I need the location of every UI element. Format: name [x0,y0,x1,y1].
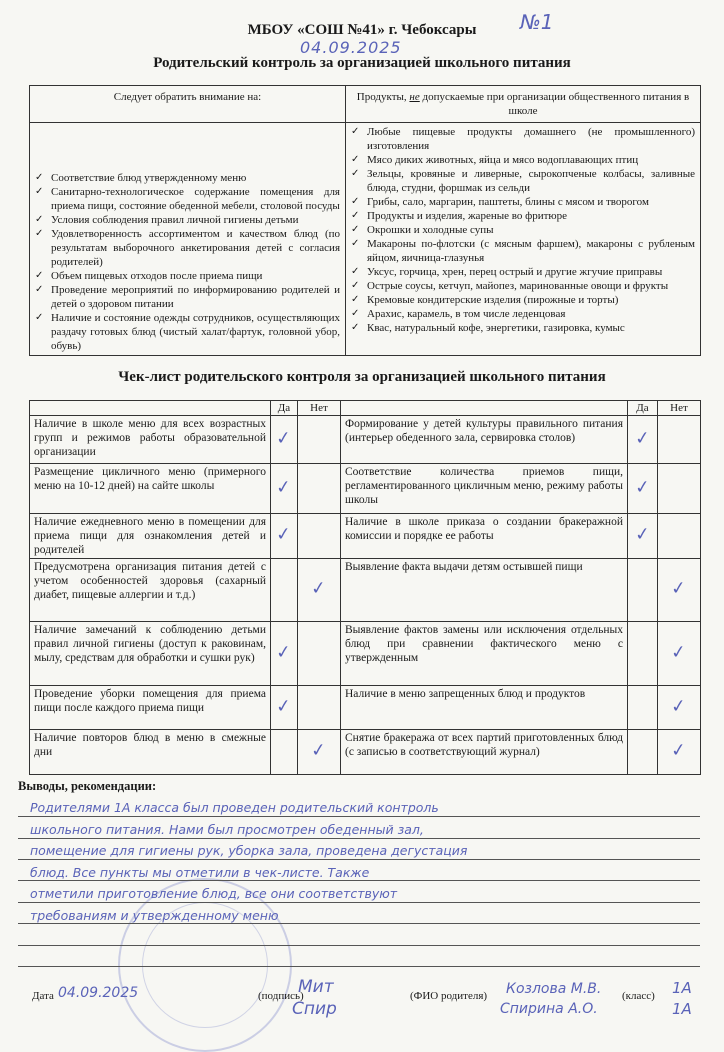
left-question-header [30,401,271,416]
checklist-question-cell: Выявление факта выдачи детям остывшей пищи [341,559,628,622]
no-mark-cell [658,416,701,464]
checklist-row [30,514,701,559]
checklist-title: Чек-лист родительского контроля за организацией школьного питания [118,369,606,385]
handwritten-conclusion-line: помещение для гигиены рук, уборка зала, проведена дегустация [30,843,468,858]
no-mark-cell [298,416,341,464]
checkmark-icon: ✓ [670,640,688,664]
yes-mark-cell [271,514,298,559]
yes-mark-cell [628,730,658,775]
yes-mark-cell [628,686,658,730]
checkmark-icon: ✓ [275,475,293,499]
attention-item: ✓ Наличие и состояние одежды сотрудников, осуществляющих раздачу готовых блюд (чистый халат/фартук, головной убор, обувь) [35,311,340,353]
no-mark-cell [658,730,701,775]
checklist-question-cell: Наличие повторов блюд в меню в смежные дни [30,730,271,775]
attention-item: ✓ Соответствие блюд утвержденному меню [35,171,340,185]
checklist-question-cell: Выявление фактов замены или исключения отдельных блюд при сравнении фактического меню с утвержденным [341,622,628,686]
yes-mark-cell [628,514,658,559]
date-label: Дата [32,990,54,1002]
no-mark-cell [658,464,701,514]
checklist-question-cell: Проведение уборки помещения для приема пищи после каждого приема пищи [30,686,271,730]
prohibited-item: ✓ Острые соусы, кетчуп, майопез, маринованные овощи и фрукты [351,279,695,293]
checklist-row [30,416,701,464]
checklist-question-cell: Предусмотрена организация питания детей с учетом особенностей здоровья (сахарный диабет, пищевые аллергии и т.д.) [30,559,271,622]
prohibited-list-cell [346,123,701,356]
ruled-line [18,923,700,924]
yes-mark-cell [271,464,298,514]
parent-name-1: Козлова М.В. [506,981,602,997]
checkmark-icon: ✓ [310,577,328,600]
parent-name-label: (ФИО родителя) [410,990,488,1002]
no-mark-cell [298,730,341,775]
attention-and-prohibited-table [29,85,701,356]
no-mark-cell [658,686,701,730]
attention-item: ✓ Условия соблюдения правил личной гигиены детьми [35,213,340,227]
checkmark-icon: ✓ [633,523,652,546]
prohibited-item: ✓ Грибы, сало, маргарин, паштеты, блины с мясом и творогом [351,195,695,209]
prohibited-item: ✓ Квас, натуральный кофе, энергетики, газировка, кумыс [351,321,695,335]
signature-1: Мит [298,977,334,997]
handwritten-conclusion-line: требованиям и утвержденному меню [30,907,279,923]
attention-item: ✓ Проведение мероприятий по информированию родителей и детей о здоровом питании [35,283,340,311]
prohibited-item: ✓ Зельцы, кровяные и ливерные, сырокопченые колбасы, заливные блюда, студни, форшмак из сельди [351,167,695,195]
signature-footer [0,977,724,1024]
checklist-row [30,686,701,730]
ruled-line [18,966,700,967]
checklist-question-cell: Наличие в меню запрещенных блюд и продуктов [341,686,628,730]
no-column-header: Нет [658,401,701,416]
checkmark-icon: ✓ [633,475,652,499]
parent-name-2: Спирина А.О. [500,1001,598,1017]
no-mark-cell [298,464,341,514]
checklist-row [30,464,701,514]
attention-item: ✓ Удовлетворенность ассортиментом и качеством блюд (по результатам выборочного анкетирования детей с согласия родителей) [35,227,340,269]
yes-mark-cell [271,686,298,730]
prohibited-item: ✓ Продукты и изделия, жареные во фритюре [351,209,695,223]
checklist-question-cell: Наличие в школе приказа о создании бракеражной комиссии и порядке ее работы [341,514,628,559]
prohibited-item: ✓ Любые пищевые продукты домашнего (не промышленного) изготовления [351,125,695,153]
document-title: Родительский контроль за организацией школьного питания [153,55,571,71]
no-mark-cell [298,686,341,730]
checklist-question-cell: Формирование у детей культуры правильного питания (интерьер обеденного зала, сервировка столов) [341,416,628,464]
checklist-question-cell: Наличие в школе меню для всех возрастных групп и режимов работы образовательной организации [30,416,271,464]
prohibited-item: ✓ Уксус, горчица, хрен, перец острый и другие жгучие приправы [351,265,695,279]
handwritten-conclusion-line: Родителями 1А класса был проведен родительский контроль [30,800,439,815]
attention-header: Следует обратить внимание на: [30,86,346,123]
footer-date-value: 04.09.2025 [58,985,139,1001]
yes-column-header: Да [628,401,658,416]
yes-mark-cell [628,464,658,514]
no-mark-cell [298,514,341,559]
yes-mark-cell [271,559,298,622]
attention-list-cell [30,123,346,356]
checkmark-icon: ✓ [275,640,293,664]
prohibited-item: ✓ Арахис, карамель, в том числе леденцовая [351,307,695,321]
prohibited-item: ✓ Кремовые кондитерские изделия (пирожные и торты) [351,293,695,307]
attention-item: ✓ Санитарно-технологическое содержание помещения для приема пищи, состояние обеденной мебели, столовой посуды [35,185,340,213]
checkmark-icon: ✓ [275,426,293,450]
ruled-line [18,880,700,881]
checklist-row [30,559,701,622]
ruled-line [18,838,700,839]
checklist-table [29,400,701,775]
yes-mark-cell [271,730,298,775]
checkmark-icon: ✓ [670,694,688,718]
checklist-question-cell: Размещение цикличного меню (примерного меню на 10-12 дней) на сайте школы [30,464,271,514]
checklist-row [30,622,701,686]
checkmark-icon: ✓ [633,426,652,450]
prohibited-item: ✓ Окрошки и холодные супы [351,223,695,237]
attention-list [35,171,340,353]
conclusions-label: Выводы, рекомендации: [18,779,157,793]
yes-mark-cell [628,622,658,686]
right-question-header [341,401,628,416]
prohibited-item: ✓ Мясо диких животных, яйца и мясо водоплавающих птиц [351,153,695,167]
handwritten-conclusion-line: блюд. Все пункты мы отметили в чек-листе. Также [30,864,370,880]
handwritten-conclusion-line: отметили приготовление блюд, все они соответствуют [30,886,398,901]
ruled-line [18,816,700,817]
no-mark-cell [298,622,341,686]
no-mark-cell [298,559,341,622]
checklist-question-cell: Наличие замечаний к соблюдению детьми правил личной гигиены (доступ к раковинам, мылу, средствам для обработки и сушки рук) [30,622,271,686]
yes-column-header: Да [271,401,298,416]
class-label: (класс) [622,990,655,1002]
no-mark-cell [658,514,701,559]
handwritten-class-number: №1 [520,10,554,34]
no-mark-cell [658,622,701,686]
checkmark-icon: ✓ [275,523,293,546]
ruled-line [18,945,700,946]
class-value-2: 1А [672,1000,692,1018]
checklist-question-cell: Снятие бракеража от всех партий приготовленных блюд (с записью в соответствующий журнал) [341,730,628,775]
prohibited-item: ✓ Макароны по-флотски (с мясным фаршем), макароны с рубленым яйцом, яичница-глазунья [351,237,695,265]
signature-2: Спир [292,999,337,1019]
prohibited-list [351,125,695,335]
checklist-row [30,730,701,775]
school-stamp [118,878,292,1052]
checklist-question-cell: Наличие ежедневного меню в помещении для приема пищи для ознакомления детей и родителей [30,514,271,559]
no-mark-cell [658,559,701,622]
ruled-line [18,859,700,860]
checkmark-icon: ✓ [670,739,688,762]
checklist-question-cell: Соответствие количества приемов пищи, регламентированного цикличным меню, режиму работы школы [341,464,628,514]
handwritten-date: 04.09.2025 [300,38,402,57]
ruled-line [18,902,700,903]
yes-mark-cell [271,622,298,686]
attention-item: ✓ Объем пищевых отходов после приема пищи [35,269,340,283]
no-column-header: Нет [298,401,341,416]
school-title: МБОУ «СОШ №41» г. Чебоксары [247,22,477,38]
checkmark-icon: ✓ [275,694,293,718]
checkmark-icon: ✓ [670,577,688,600]
prohibited-header: Продукты, не допускаемые при организации общественного питания в школе [346,86,701,123]
yes-mark-cell [628,559,658,622]
signature-label: (подпись) [258,990,304,1002]
yes-mark-cell [628,416,658,464]
checkmark-icon: ✓ [310,739,328,762]
yes-mark-cell [271,416,298,464]
class-value-1: 1А [672,979,692,997]
handwritten-conclusion-line: школьного питания. Нами был просмотрен обеденный зал, [30,821,424,837]
